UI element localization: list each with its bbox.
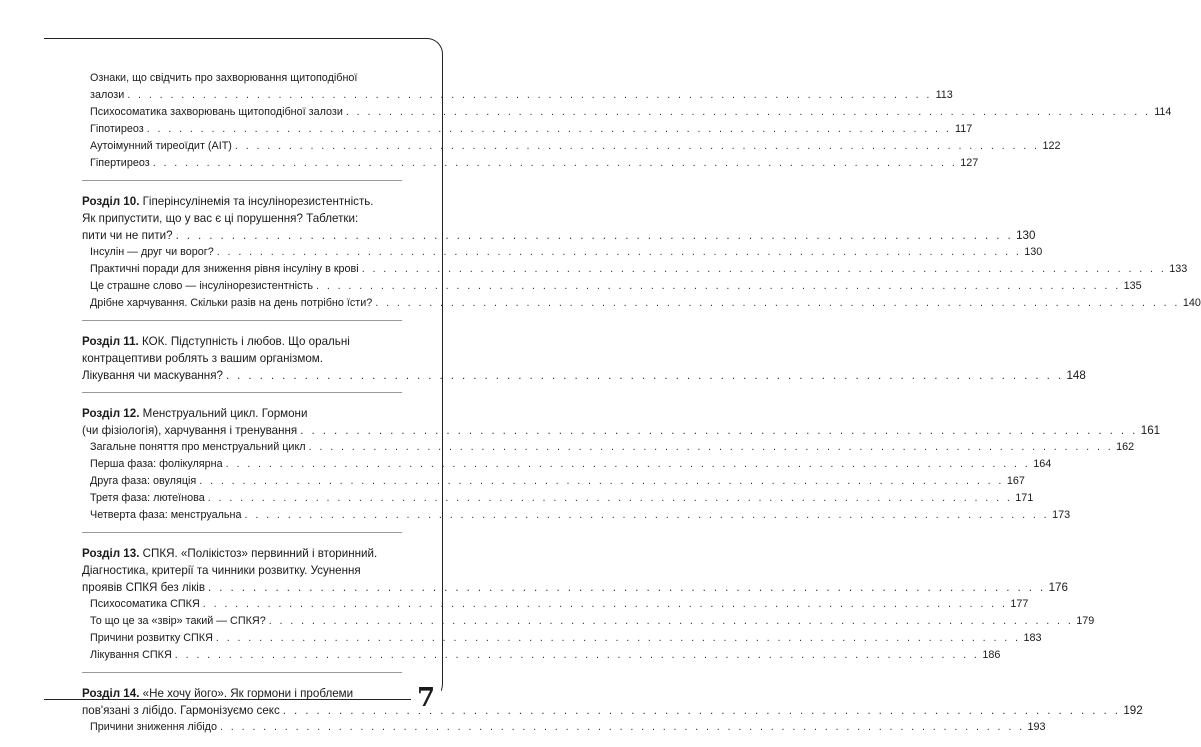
- toc-entry[interactable]: [82, 138, 1061, 155]
- toc-entry-title: Психосоматика СПКЯ: [90, 598, 200, 610]
- leader-dots: [375, 295, 1180, 312]
- toc-entry-title: Психосоматика захворювань щитоподібної залози: [90, 106, 343, 118]
- toc-chapter-11: [82, 333, 1086, 384]
- toc-entry[interactable]: [82, 155, 979, 172]
- chapter-heading[interactable]: [82, 405, 402, 422]
- toc-entry-title: Інсулін — друг чи ворог?: [90, 246, 214, 258]
- chapter-title-line: Менструальний цикл. Гормони: [142, 407, 308, 420]
- chapter-title-line: пити чи не пити?: [82, 229, 173, 242]
- chapter-heading[interactable]: [82, 685, 402, 702]
- leader-dots: [346, 104, 1151, 121]
- toc-entry[interactable]: [82, 490, 1034, 507]
- leader-dots: [203, 596, 1008, 613]
- chapter-heading[interactable]: [82, 193, 402, 210]
- toc-entry[interactable]: [82, 647, 1001, 664]
- leader-dots: [245, 507, 1050, 524]
- toc-page-number: 148: [1066, 369, 1086, 382]
- leader-dots: [216, 630, 1021, 647]
- toc-entry-title: Загальне поняття про менструальний цикл: [90, 441, 306, 453]
- toc-page-number: 167: [1006, 475, 1025, 487]
- toc-entry-title: Перша фаза: фолікулярна: [90, 458, 223, 470]
- toc-entry[interactable]: [82, 613, 1095, 630]
- toc-entry-title: Причини зниження лібідо: [90, 721, 217, 733]
- section-divider: [82, 320, 402, 321]
- leader-dots: [147, 121, 952, 138]
- toc-entry-title: Гіпертиреоз: [90, 157, 150, 169]
- toc-entry-title: Практичні поради для зниження рівня інсуліну в крові: [90, 263, 359, 275]
- toc-page-number: 122: [1042, 140, 1061, 152]
- chapter-last-line[interactable]: [82, 227, 1036, 244]
- toc-entry[interactable]: [82, 104, 1172, 121]
- page-number: 7: [411, 683, 441, 713]
- chapter-label: Розділ 12.: [82, 407, 140, 420]
- leader-dots: [175, 647, 980, 664]
- section-divider: [82, 180, 402, 181]
- section-divider: [82, 672, 402, 673]
- toc-page-number: 140: [1182, 297, 1201, 309]
- chapter-last-line[interactable]: [82, 422, 1161, 439]
- toc-page-number: 135: [1123, 280, 1142, 292]
- toc-page-number: 127: [960, 157, 979, 169]
- toc-page-number: 192: [1123, 704, 1143, 717]
- leader-dots: [235, 138, 1040, 155]
- leader-dots: [300, 422, 1138, 439]
- toc-page-number: 161: [1140, 424, 1161, 437]
- toc-page-number: 162: [1116, 441, 1135, 453]
- toc-entry-title: Дрібне харчування. Скільки разів на день потрібно їсти?: [90, 297, 373, 309]
- leader-dots: [362, 261, 1167, 278]
- toc-section-intro: [82, 70, 1172, 172]
- chapter-title-line: Діагностика, критерії та чинники розвитку. Усунення: [82, 564, 361, 577]
- toc-entry[interactable]: [82, 507, 1071, 524]
- chapter-title-line: СПКЯ. «Полікістоз» первинний і вторинний.: [142, 547, 378, 560]
- toc-entry[interactable]: [82, 121, 973, 138]
- toc-entry-title: Аутоімунний тиреоїдит (АІТ): [90, 140, 232, 152]
- toc-entry[interactable]: [82, 630, 1042, 647]
- toc-page-number: 173: [1052, 509, 1071, 521]
- leader-dots: [220, 719, 1025, 736]
- toc-entry-title: Третя фаза: лютеїнова: [90, 492, 205, 504]
- chapter-title-line: (чи фізіологія), харчування і тренування: [82, 424, 298, 437]
- toc-page-number: 171: [1015, 492, 1034, 504]
- toc-page-number: 130: [1024, 246, 1043, 258]
- toc-entry[interactable]: [82, 596, 1029, 613]
- section-divider: [82, 532, 402, 533]
- toc-entry-title: Четверта фаза: менструальна: [90, 509, 242, 521]
- toc-page-number: 130: [1016, 229, 1036, 242]
- chapter-title-line: контрацептиви роблять з вашим організмом.: [82, 352, 323, 365]
- toc-entry-title: Друга фаза: овуляція: [90, 475, 197, 487]
- chapter-label: Розділ 14.: [82, 687, 140, 700]
- leader-dots: [208, 579, 1046, 596]
- chapter-title-line: КОК. Підступність і любов. Що оральні: [142, 335, 350, 348]
- toc-entry-title: залози: [90, 89, 125, 101]
- toc-entry[interactable]: [82, 261, 1188, 278]
- toc-entry[interactable]: [82, 278, 1142, 295]
- toc-page-number: 113: [935, 89, 953, 101]
- leader-dots: [153, 155, 958, 172]
- toc-chapter-14: [82, 685, 1143, 736]
- toc-entry[interactable]: [82, 87, 953, 104]
- toc-page-number: 177: [1010, 598, 1029, 610]
- toc-entry[interactable]: [82, 473, 1025, 490]
- leader-dots: [226, 456, 1031, 473]
- leader-dots: [199, 473, 1004, 490]
- toc-entry-title: Причини розвитку СПКЯ: [90, 632, 213, 644]
- toc-entry[interactable]: [82, 439, 1135, 456]
- chapter-title-line: Лікування чи маскування?: [82, 369, 223, 382]
- toc-page-number: 186: [982, 649, 1001, 661]
- toc-entry[interactable]: [82, 719, 1046, 736]
- leader-dots: [176, 227, 1014, 244]
- leader-dots: [226, 367, 1064, 384]
- toc-entry-title: Лікування СПКЯ: [90, 649, 172, 661]
- toc-entry[interactable]: [82, 244, 1043, 261]
- toc-page-number: 183: [1023, 632, 1042, 644]
- leader-dots: [208, 490, 1013, 507]
- toc-page-number: 114: [1154, 106, 1172, 118]
- toc-chapter-13: [82, 545, 1095, 664]
- chapter-title-line: пов'язані з лібідо. Гармонізуємо секс: [82, 704, 280, 717]
- chapter-label: Розділ 11.: [82, 335, 139, 348]
- chapter-last-line[interactable]: [82, 579, 1068, 596]
- leader-dots: [316, 278, 1121, 295]
- leader-dots: [283, 702, 1121, 719]
- chapter-title-line: Як припустити, що у вас є ці порушення? Таблетки:: [82, 212, 359, 225]
- toc-entry-title: Гіпотиреоз: [90, 123, 144, 135]
- toc-chapter-12: [82, 405, 1161, 524]
- chapter-title-line: Гіперінсулінемія та інсулінорезистентність.: [142, 195, 374, 208]
- chapter-title-line: «Не хочу його». Як гормони і проблеми: [142, 687, 354, 700]
- leader-dots: [269, 613, 1074, 630]
- section-divider: [82, 392, 402, 393]
- toc-entry-title: Ознаки, що свідчить про захворювання щитоподібної: [90, 72, 358, 84]
- leader-dots: [309, 439, 1114, 456]
- leader-dots: [127, 87, 932, 104]
- toc-entry[interactable]: [82, 295, 1201, 312]
- chapter-heading[interactable]: [82, 545, 402, 562]
- chapter-last-line[interactable]: [82, 367, 1086, 384]
- chapter-label: Розділ 10.: [82, 195, 140, 208]
- toc-page-number: 117: [955, 123, 973, 135]
- chapter-title-line: проявів СПКЯ без ліків: [82, 581, 206, 594]
- toc-chapter-10: [82, 193, 1201, 312]
- toc-entry[interactable]: [82, 456, 1052, 473]
- chapter-heading[interactable]: [82, 333, 402, 350]
- chapter-label: Розділ 13.: [82, 547, 140, 560]
- toc-page-number: 164: [1033, 458, 1052, 470]
- toc-page-number: 176: [1048, 581, 1068, 594]
- chapter-last-line[interactable]: [82, 702, 1143, 719]
- toc-entry-title: То що це за «звір» такий — СПКЯ?: [90, 615, 266, 627]
- toc-page-number: 193: [1027, 721, 1046, 733]
- toc-page-number: 133: [1169, 263, 1188, 275]
- leader-dots: [217, 244, 1022, 261]
- toc-entry-title: Це страшне слово — інсулінорезистентність: [90, 280, 314, 292]
- table-of-contents: [82, 70, 1201, 736]
- toc-page-number: 179: [1076, 615, 1095, 627]
